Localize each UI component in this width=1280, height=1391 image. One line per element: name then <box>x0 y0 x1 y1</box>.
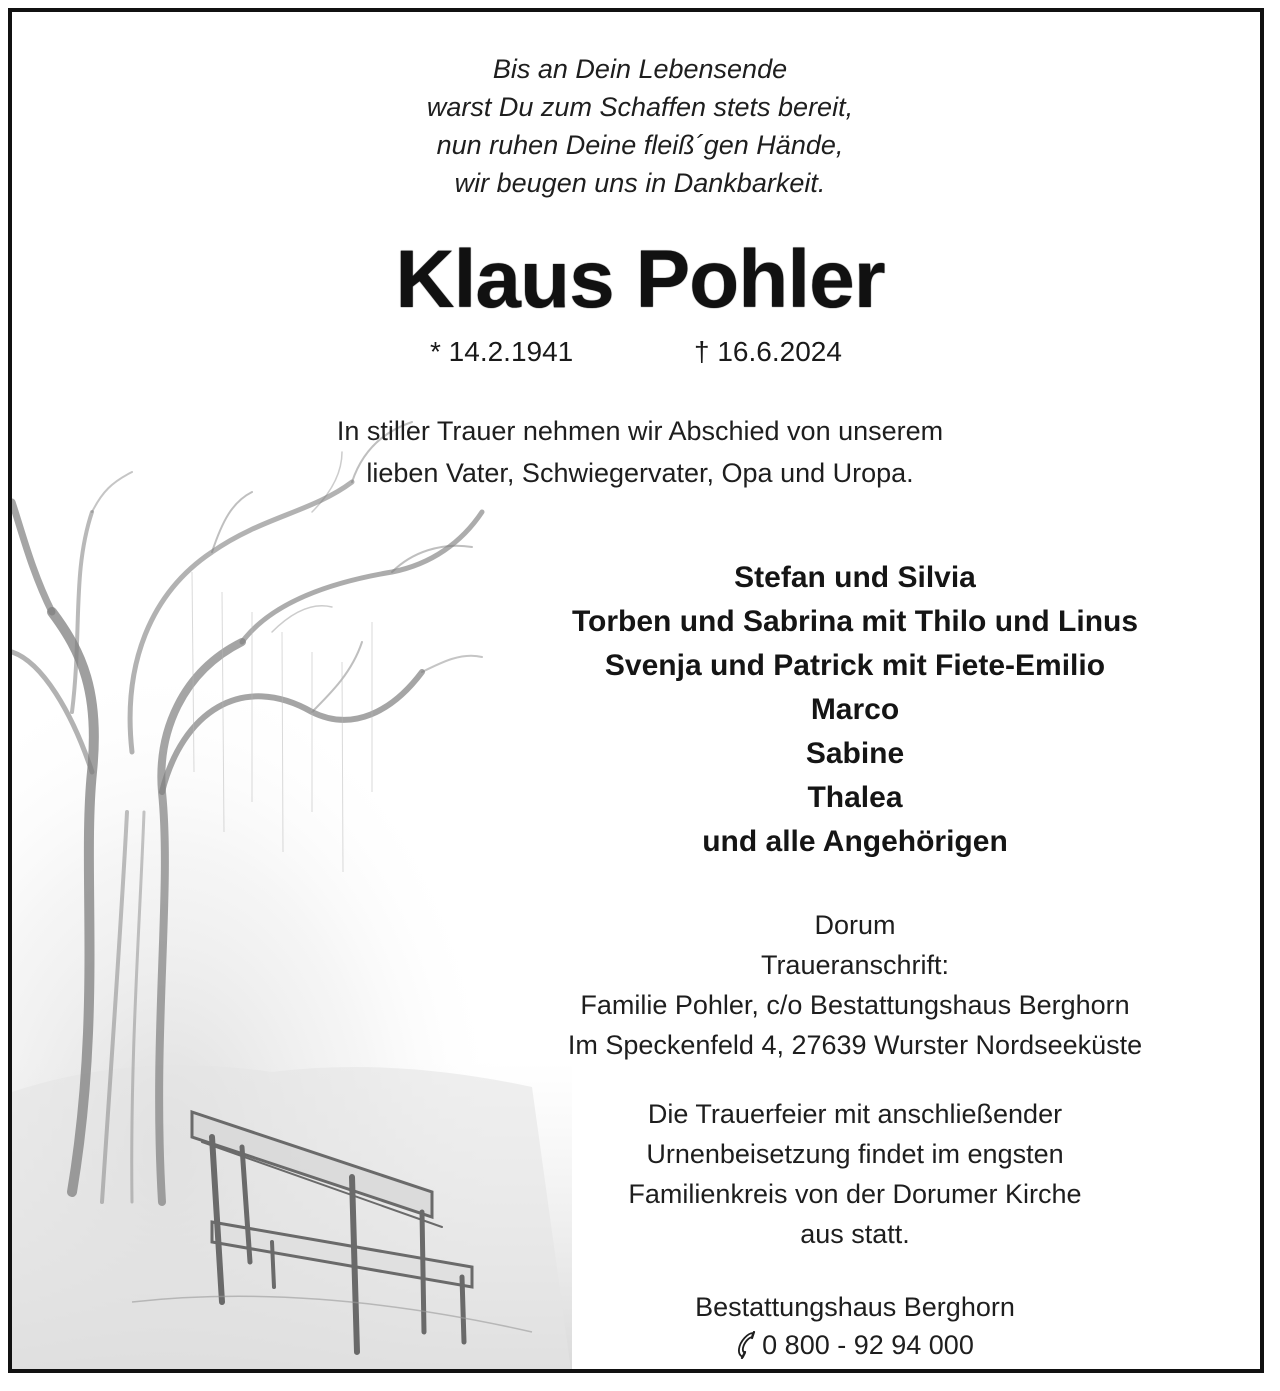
mourner-line: Marco <box>810 693 900 726</box>
funeral-line: aus statt. <box>800 1219 910 1249</box>
mourner-line: Torben und Sabrina mit Thilo und Linus <box>571 605 1139 638</box>
address-line: Traueranschrift: <box>760 950 950 980</box>
phone-number: 0 800 - 92 94 000 <box>762 1330 974 1360</box>
intro-text <box>12 410 1264 494</box>
intro-line: lieben Vater, Schwiegervater, Opa und Uropa. <box>366 458 914 488</box>
mourner-line: Sabine <box>805 737 905 770</box>
mourner-line: Stefan und Silvia <box>734 561 976 594</box>
intro-line: In stiller Trauer nehmen wir Abschied von unserem <box>336 416 944 446</box>
obituary-frame <box>8 8 1264 1373</box>
verse-line: nun ruhen Deine fleiß´gen Hände, <box>436 130 844 160</box>
undertaker-phone <box>736 1326 974 1364</box>
undertaker-name: Bestattungshaus Berghorn <box>695 1292 1015 1322</box>
address-line: Im Speckenfeld 4, 27639 Wurster Nordseeküste <box>567 1030 1143 1060</box>
deceased-name: Klaus Pohler <box>395 234 885 325</box>
death-date: † 16.6.2024 <box>694 336 842 367</box>
address-line: Dorum <box>814 910 896 940</box>
funeral-line: Die Trauerfeier mit anschließender <box>647 1099 1063 1129</box>
mourners-list <box>512 556 1198 864</box>
verse-line: Bis an Dein Lebensende <box>492 54 788 84</box>
address-line: Familie Pohler, c/o Bestattungshaus Berghorn <box>580 990 1130 1020</box>
mourner-line: Thalea <box>807 781 903 814</box>
mourner-line: und alle Angehörigen <box>702 825 1008 858</box>
phone-handset-icon <box>736 1331 760 1359</box>
verse-line: warst Du zum Schaffen stets bereit, <box>426 92 854 122</box>
birth-date: * 14.2.1941 <box>430 336 574 367</box>
funeral-notice <box>512 1094 1198 1254</box>
mourner-line: Svenja und Patrick mit Fiete-Emilio <box>604 649 1106 682</box>
verse-line: wir beugen uns in Dankbarkeit. <box>454 168 826 198</box>
mourning-address <box>492 905 1218 1065</box>
undertaker-block <box>512 1288 1198 1369</box>
funeral-line: Urnenbeisetzung findet im engsten <box>646 1139 1064 1169</box>
funeral-line: Familienkreis von der Dorumer Kirche <box>628 1179 1082 1209</box>
verse <box>12 50 1264 202</box>
